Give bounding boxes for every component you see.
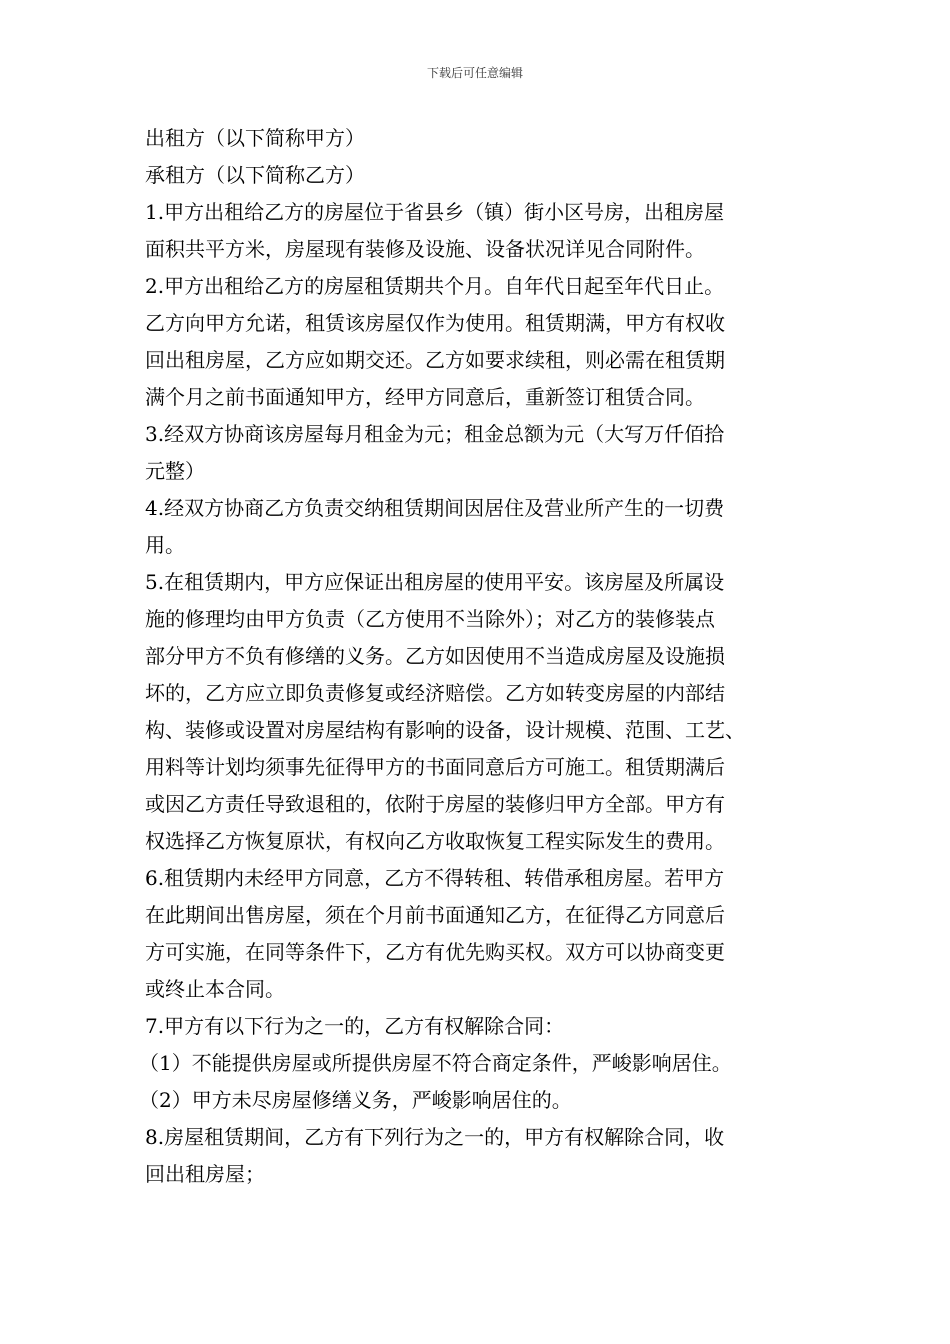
- contract-body: [139, 120, 810, 1193]
- clause-4-line: 4.经双方协商乙方负责交纳租赁期间因居住及营业所产生的一切费: [145, 496, 725, 520]
- clause-6-line: 或终止本合同。: [145, 977, 285, 1001]
- clause-2-line: 2.甲方出租给乙方的房屋租赁期共个月。自年代日起至年代日止。: [145, 274, 725, 298]
- clause-1-line: 面积共平方米，房屋现有装修及设施、设备状况详见合同附件。: [145, 237, 705, 261]
- clause-2-line: 回出租房屋，乙方应如期交还。乙方如要求续租，则必需在租赁期: [145, 348, 725, 372]
- clause-2-line: 乙方向甲方允诺，租赁该房屋仅作为使用。租赁期满，甲方有权收: [145, 311, 725, 335]
- clause-3-line: 3.经双方协商该房屋每月租金为元；租金总额为元（大写万仟佰拾: [145, 422, 725, 446]
- clause-6-line: 方可实施，在同等条件下，乙方有优先购买权。双方可以协商变更: [145, 940, 725, 964]
- clause-5-line: 或因乙方责任导致退租的，依附于房屋的装修归甲方全部。甲方有: [145, 792, 725, 816]
- clause-8-line: 回出租房屋；: [145, 1162, 265, 1186]
- clause-5-line: 5.在租赁期内，甲方应保证出租房屋的使用平安。该房屋及所属设: [145, 570, 725, 594]
- clause-1-line: 1.甲方出租给乙方的房屋位于省县乡（镇）街小区号房，出租房屋: [145, 200, 725, 224]
- party-lessee-line: 承租方（以下简称乙方）: [145, 163, 365, 187]
- clause-5-line: 坏的，乙方应立即负责修复或经济赔偿。乙方如转变房屋的内部结: [145, 681, 725, 705]
- clause-3-line: 元整）: [145, 459, 205, 483]
- clause-6-line: 在此期间出售房屋，须在个月前书面通知乙方，在征得乙方同意后: [145, 903, 725, 927]
- clause-6-line: 6.租赁期内未经甲方同意，乙方不得转租、转借承租房屋。若甲方: [145, 866, 725, 890]
- clause-7-line: 7.甲方有以下行为之一的，乙方有权解除合同：: [145, 1014, 565, 1038]
- clause-5-line: 构、装修或设置对房屋结构有影响的设备，设计规模、范围、工艺、: [145, 718, 745, 742]
- clause-5-line: 施的修理均由甲方负责（乙方使用不当除外）；对乙方的装修装点: [145, 607, 715, 631]
- clause-4-line: 用。: [145, 533, 185, 557]
- party-lessor-line: 出租方（以下简称甲方）: [145, 126, 365, 150]
- clause-5-line: 权选择乙方恢复原状，有权向乙方收取恢复工程实际发生的费用。: [145, 829, 725, 853]
- clause-2-line: 满个月之前书面通知甲方，经甲方同意后，重新签订租赁合同。: [145, 385, 705, 409]
- clause-7-item-2: （2）甲方未尽房屋修缮义务，严峻影响居住的。: [139, 1088, 572, 1112]
- clause-7-item-1: （1）不能提供房屋或所提供房屋不符合商定条件，严峻影响居住。: [139, 1051, 732, 1075]
- page-header-note: 下载后可任意编辑: [426, 66, 523, 80]
- clause-8-line: 8.房屋租赁期间，乙方有下列行为之一的，甲方有权解除合同，收: [145, 1125, 725, 1149]
- clause-5-line: 用料等计划均须事先征得甲方的书面同意后方可施工。租赁期满后: [145, 755, 725, 779]
- clause-5-line: 部分甲方不负有修缮的义务。乙方如因使用不当造成房屋及设施损: [145, 644, 725, 668]
